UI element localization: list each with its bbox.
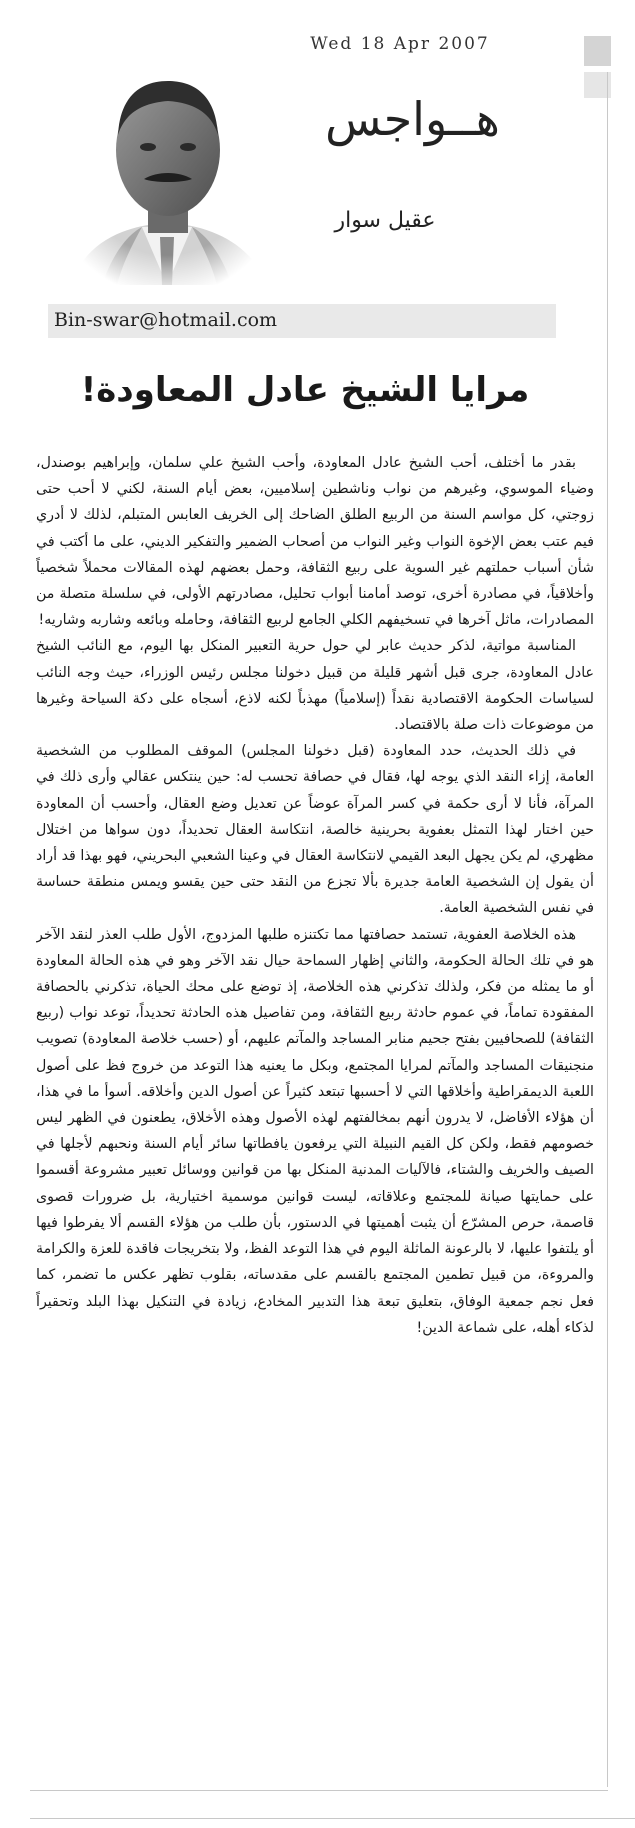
- author-email: Bin-swar@hotmail.com: [54, 309, 278, 331]
- article-headline: مرايا الشيخ عادل المعاودة!: [80, 370, 530, 410]
- article-paragraph: في ذلك الحديث، حدد المعاودة (قبل دخولنا المجلس) الموقف المطلوب من الشخصية العامة، إزاء النقد الذي يوجه لها، فقال في حصافة تحسب له: حين ينتكس عقالي وأرى ذلك في المرآة، فأنا لا أرى حكمة في كسر المرآة عوضاً عن تعديل وضع العقال، وأحسب أن المعاودة حين اختار لهذا التمثل بعفوية بحرينية خالصة، انتكاسة العقال تحديداً، دون سواها من اختلال مظهري، لم يكن يجهل البعد القيمي لانتكاسة العقال في وعينا الشعبي البحريني، فهو بهذا قد أراد أن يقول إن الشخصية العامة جديرة بألا تجزع من النقد حتى حين يقسو ويمس منطقة حساسة في نفس الشخصية العامة.: [36, 743, 594, 917]
- article-body: [36, 450, 594, 1780]
- bottom-rule: [30, 1818, 635, 1819]
- publication-date: Wed 18 Apr 2007: [310, 34, 490, 54]
- author-name: عقيل سوار: [334, 208, 436, 233]
- article-paragraph: بقدر ما أختلف، أحب الشيخ عادل المعاودة، وأحب الشيخ علي سلمان، وإبراهيم بوصندل، وضياء الموسوي، وغيرهم من نواب وناشطين إسلاميين، بعض أيام السنة، لكني لا أحب حتى زوجتي، كل مواسم السنة من الربيع الطلق الضاحك إلى الخريف العابس المتبلم، لذلك لا أدري فيم عتب بعض الإخوة النواب وغير النواب من أصحاب الضمير والتفكير الديني، على ما أكتب في شأن أسباب حملتهم غير السوية على ربيع الثقافة، وحمل بعضهم لهذه المقالات محملاً شخصياً وأخلاقياً، في مصادرة أخرى، توصد أمامنا أبواب تحليل، مصادرتهم الأولى، في سلسلة متصلة من المصادرات، ماثل آخرها في تسخيفهم الكلي الجامع لربيع الثقافة، وحامله وبائعه وشاربه وشاريه!: [36, 455, 594, 629]
- bottom-rule: [30, 1790, 608, 1791]
- column-divider: [607, 72, 608, 1787]
- author-photo: [62, 55, 272, 285]
- corner-block: [584, 36, 611, 66]
- article-paragraph: المناسبة مواتية، لذكر حديث عابر لي حول حرية التعبير المنكل بها اليوم، مع النائب الشيخ عادل المعاودة، جرى قبل أشهر قليلة من قبيل دخولنا مجلس رئيس الوزراء، حيث وجه النائب لسياسات الحكومة الاقتصادية نقداً (إسلامياً) مهذباً لكنه لاذع، أسجاه على دكة السياحة وغيرها من موضوعات ذات صلة بالاقتصاد.: [36, 638, 594, 734]
- column-title: هــواجس: [325, 92, 500, 146]
- article-paragraph: هذه الخلاصة العفوية، تستمد حصافتها مما تكتنزه طلبها المزدوج، الأول طلب العذر لنقد الآخر هو في تلك الحالة الحكومة، والثاني إظهار السماحة حيال نقد الآخر وهو في هذه الحالة المعاودة أو ما يمثله من فكر، ولذلك تذكرني هذه الخلاصة، إذ توضع على محك الحياة، تذكرني بالحصافة المفقودة تماماً، في عموم حادثة ربيع الثقافة، ومن تفاصيل هذه الحادثة تحديداً، توعد نواب (ربيع الثقافة) للصحافيين بفتح جحيم منابر المساجد والمآتم عليهم، أو (حسب خلاصة المعاودة) تصويب منجنيقات المساجد والمآتم لمرايا المجتمع، وبكل ما يعنيه هذا التوعد من خروج فظ على أصول اللعبة الديمقراطية وأخلاقها التي لا أحسبها تبتعد كثيراً عن أصول الدين وأخلاقه. أسوأ ما في هذا، أن هؤلاء الأفاضل، لا يدرون أنهم بمخالفتهم لهذه الأصول وهذه الأخلاق، يطعنون في الظهر ليس خصومهم فقط، ولكن كل القيم النبيلة التي يرفعون يافطاتها سائر أيام السنة ونحبهم لأجلها في الصيف والخريف والشتاء، فالآليات المدنية المنكل بها من قوانين ووسائل تعبير مشروعة أقسموا على حمايتها صيانة للمجتمع وعلاقاته، ليست قوانين موسمية اختيارية، بل ضرورات قصوى قاصمة، حرص المشرّع أن يثبت أهميتها في الدستور، بأن طلب من هؤلاء القسم ألا يفرطوا فيها أو يلتفوا عليها، لا بالرعونة الماثلة اليوم في هذا التوعد الفظ، ولا بتخريجات فاقدة للعزة والكرامة والمروءة، من قبيل تطمين المجتمع بالقسم على مقدساته، بقلوب تظهر عكس ما تضمر، كما فعل نجم جمعية الوفاق، بتعليق تبعة هذا التدبير المخادع، زيادة في التنكيل بهذا البلد وتحقيراً لذكاء أهله، على شماعة الدين!: [36, 926, 594, 1336]
